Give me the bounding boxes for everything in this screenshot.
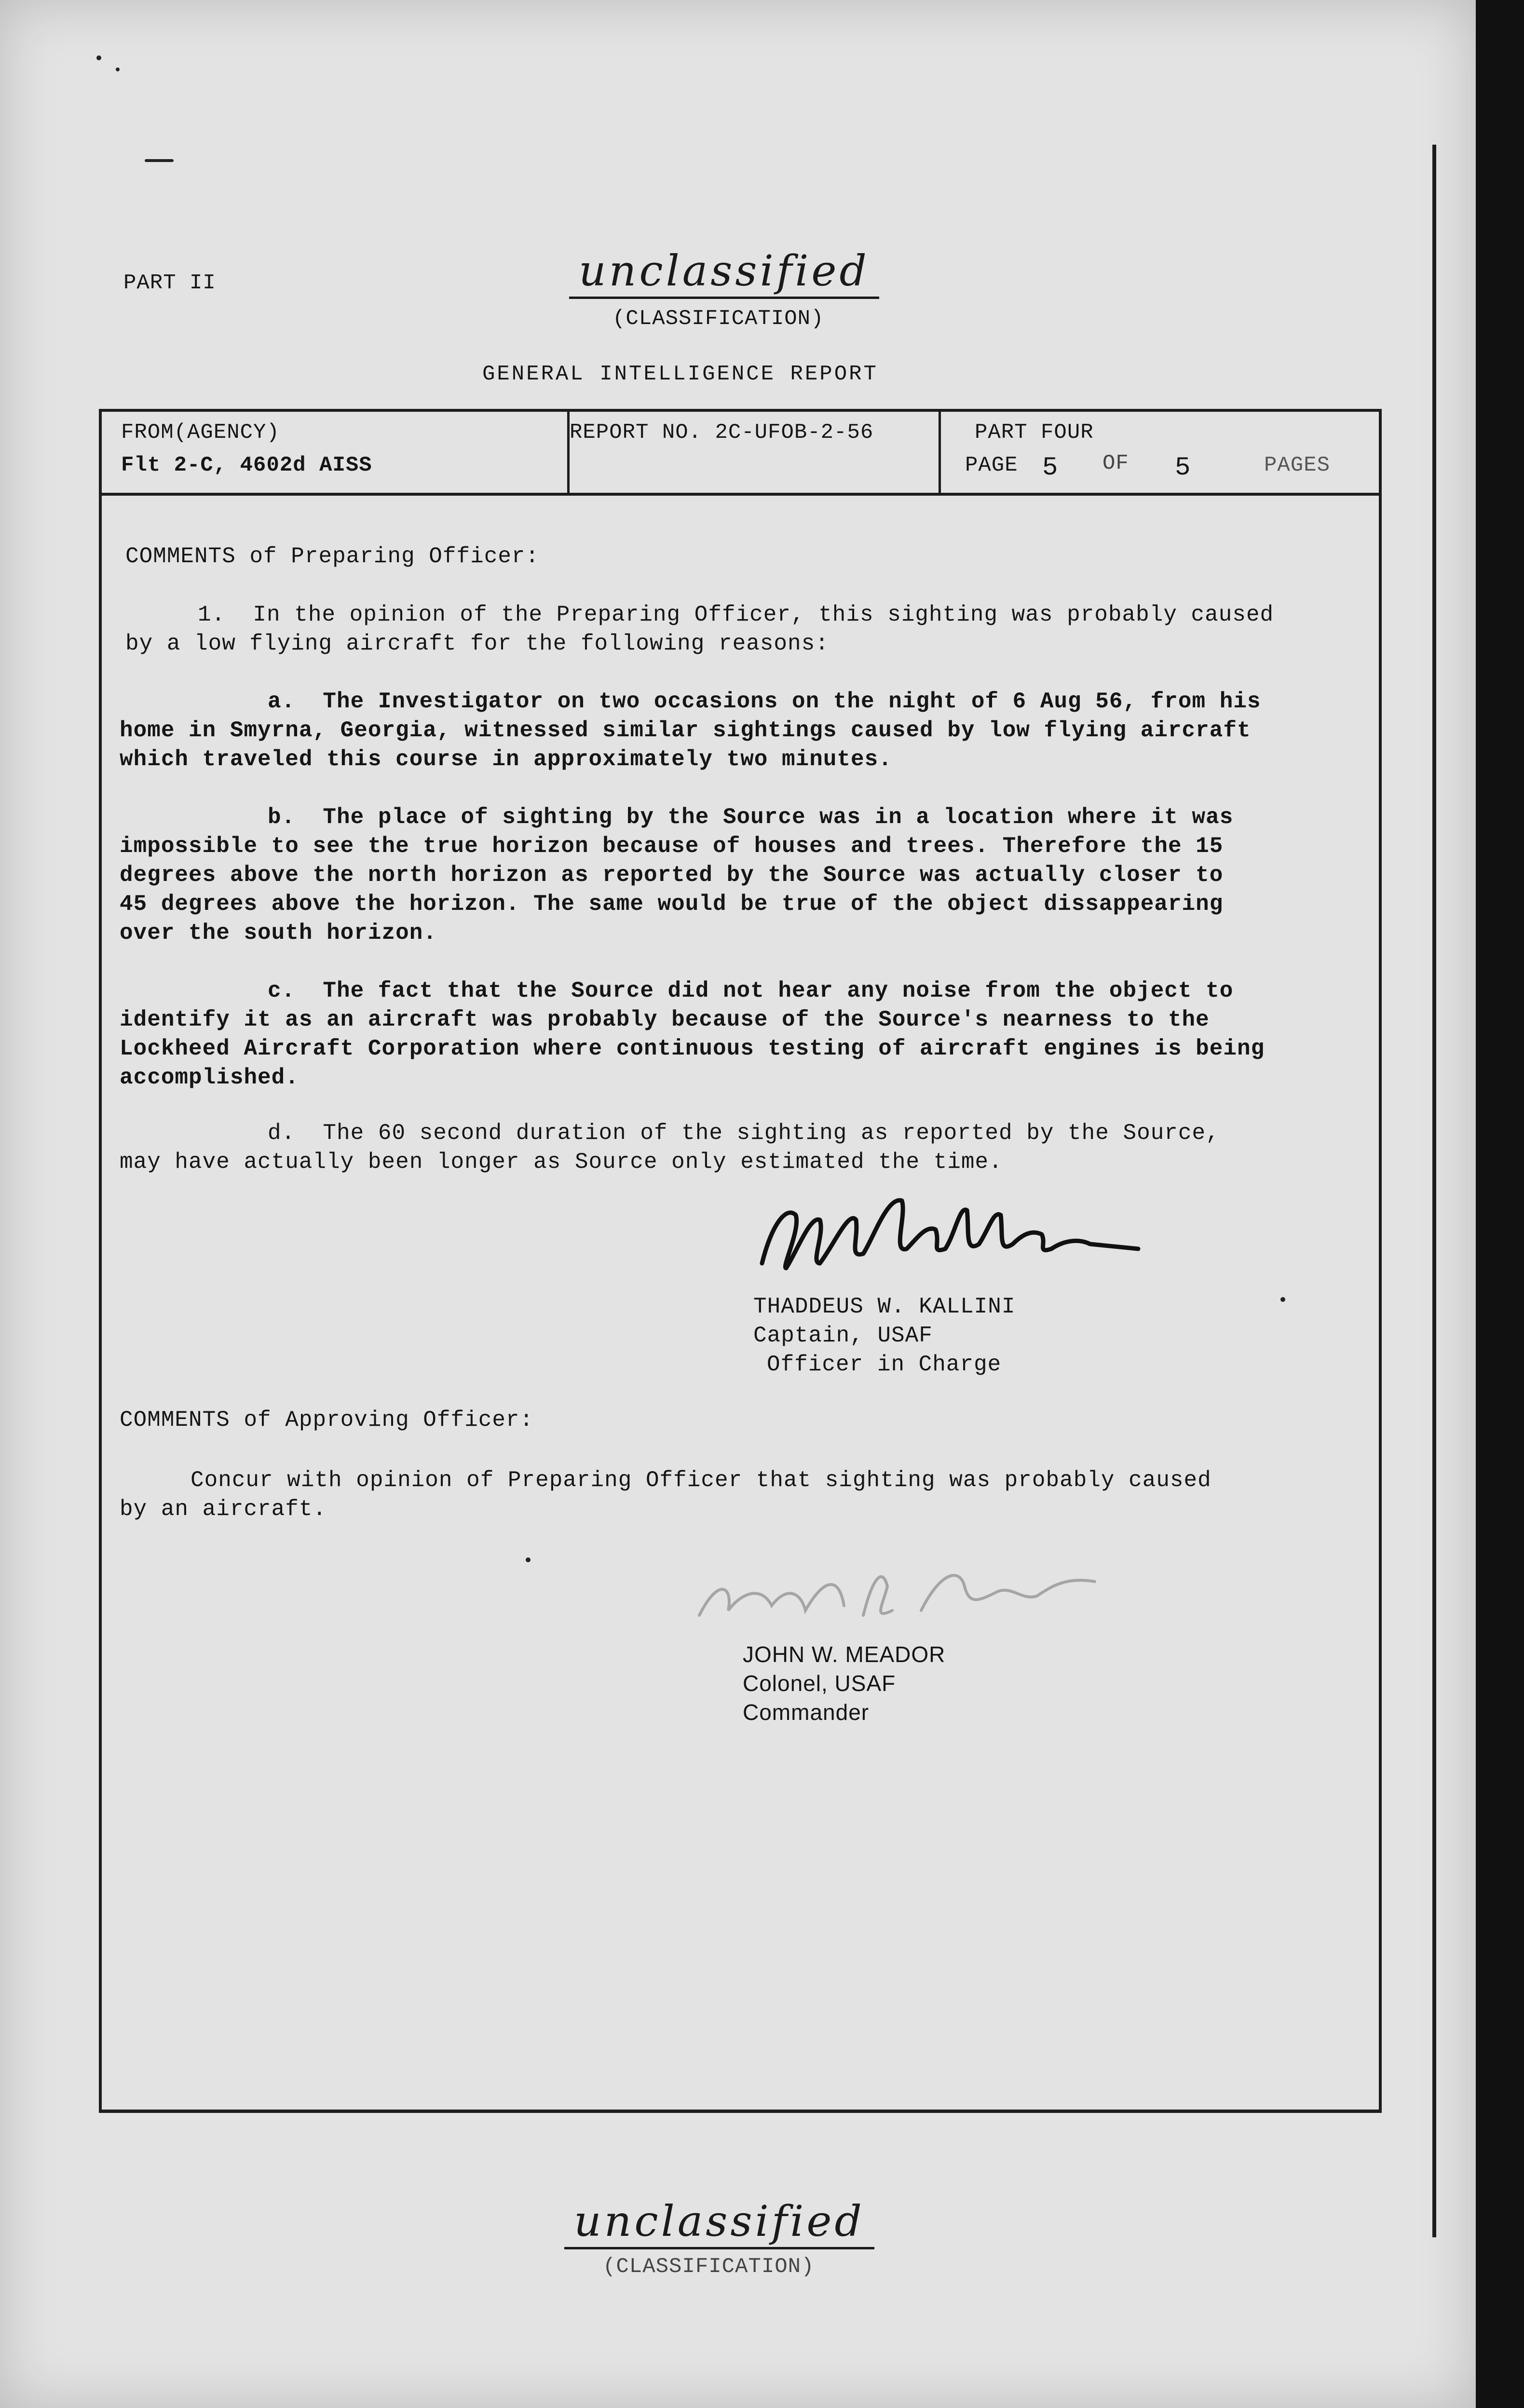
item-a-line-1: a. The Investigator on two occasions on the night of 6 Aug 56, from his bbox=[268, 689, 1261, 714]
item-c-line-4: accomplished. bbox=[120, 1065, 299, 1090]
report-header-box bbox=[99, 409, 1382, 496]
page-number: 5 bbox=[1042, 453, 1059, 483]
page-label: PAGE bbox=[965, 453, 1018, 477]
approving-comment-line-2: by an aircraft. bbox=[120, 1497, 327, 1522]
item-b-line-3: degrees above the north horizon as reported by the Source was actually closer to bbox=[120, 863, 1224, 888]
preparing-signer-rank: Captain, USAF bbox=[753, 1323, 933, 1348]
scan-speck bbox=[96, 55, 101, 60]
item-c-line-1: c. The fact that the Source did not hear any noise from the object to bbox=[268, 978, 1234, 1003]
from-agency-value: Flt 2-C, 4602d AISS bbox=[121, 453, 372, 477]
item-b-line-2: impossible to see the true horizon because of houses and trees. Therefore the 15 bbox=[120, 834, 1224, 859]
preparing-officer-signature bbox=[752, 1186, 1148, 1287]
item-b-line-1: b. The place of sighting by the Source was in a location where it was bbox=[268, 805, 1234, 830]
report-number: REPORT NO. 2C-UFOB-2-56 bbox=[570, 420, 874, 445]
item-c-line-3: Lockheed Aircraft Corporation where continuous testing of aircraft engines is being bbox=[120, 1036, 1265, 1061]
item-1-line-1: 1. In the opinion of the Preparing Officer, this sighting was probably caused bbox=[198, 602, 1274, 627]
classification-stamp-bottom: unclassified bbox=[564, 2196, 874, 2246]
item-d-line-1: d. The 60 second duration of the sighting as reported by the Source, bbox=[268, 1121, 1220, 1146]
preparing-signer-name: THADDEUS W. KALLINI bbox=[753, 1294, 1016, 1319]
header-divider bbox=[939, 412, 941, 493]
preparing-signer-title: Officer in Charge bbox=[767, 1352, 1002, 1377]
item-a-line-2: home in Smyrna, Georgia, witnessed similar sightings caused by low flying aircraft bbox=[120, 718, 1251, 743]
scan-edge bbox=[1476, 0, 1524, 2408]
item-b-line-5: over the south horizon. bbox=[120, 920, 437, 946]
part-value: PART FOUR bbox=[975, 420, 1094, 445]
item-1-line-2: by a low flying aircraft for the following reasons: bbox=[125, 631, 829, 656]
of-label: OF bbox=[1102, 451, 1129, 475]
classification-stamp-top: unclassified bbox=[569, 246, 879, 296]
item-b-line-4: 45 degrees above the horizon. The same would be true of the object dissappearing bbox=[120, 892, 1224, 917]
from-agency-label: FROM(AGENCY) bbox=[121, 420, 280, 445]
classification-caption-bottom: (CLASSIFICATION) bbox=[603, 2255, 815, 2279]
approving-officer-signature bbox=[690, 1557, 1104, 1639]
approving-comment-line-1: Concur with opinion of Preparing Officer that sighting was probably caused bbox=[190, 1468, 1211, 1493]
item-a-line-3: which traveled this course in approximately two minutes. bbox=[120, 747, 892, 772]
approving-signer-title: Commander bbox=[743, 1700, 870, 1725]
approving-officer-heading: COMMENTS of Approving Officer: bbox=[120, 1407, 534, 1433]
pages-label: PAGES bbox=[1264, 453, 1331, 477]
part-label: PART II bbox=[123, 271, 216, 295]
report-type-title: GENERAL INTELLIGENCE REPORT bbox=[482, 362, 878, 386]
approving-signer-rank: Colonel, USAF bbox=[743, 1671, 896, 1696]
item-c-line-2: identify it as an aircraft was probably because of the Source's nearness to the bbox=[120, 1007, 1210, 1032]
item-d-line-2: may have actually been longer as Source only estimated the time. bbox=[120, 1150, 1003, 1175]
approving-signer-name: JOHN W. MEADOR bbox=[743, 1642, 946, 1667]
classification-caption-top: (CLASSIFICATION) bbox=[612, 307, 824, 331]
preparing-officer-heading: COMMENTS of Preparing Officer: bbox=[125, 544, 540, 569]
page-total: 5 bbox=[1175, 453, 1191, 483]
scan-speck bbox=[116, 68, 120, 71]
